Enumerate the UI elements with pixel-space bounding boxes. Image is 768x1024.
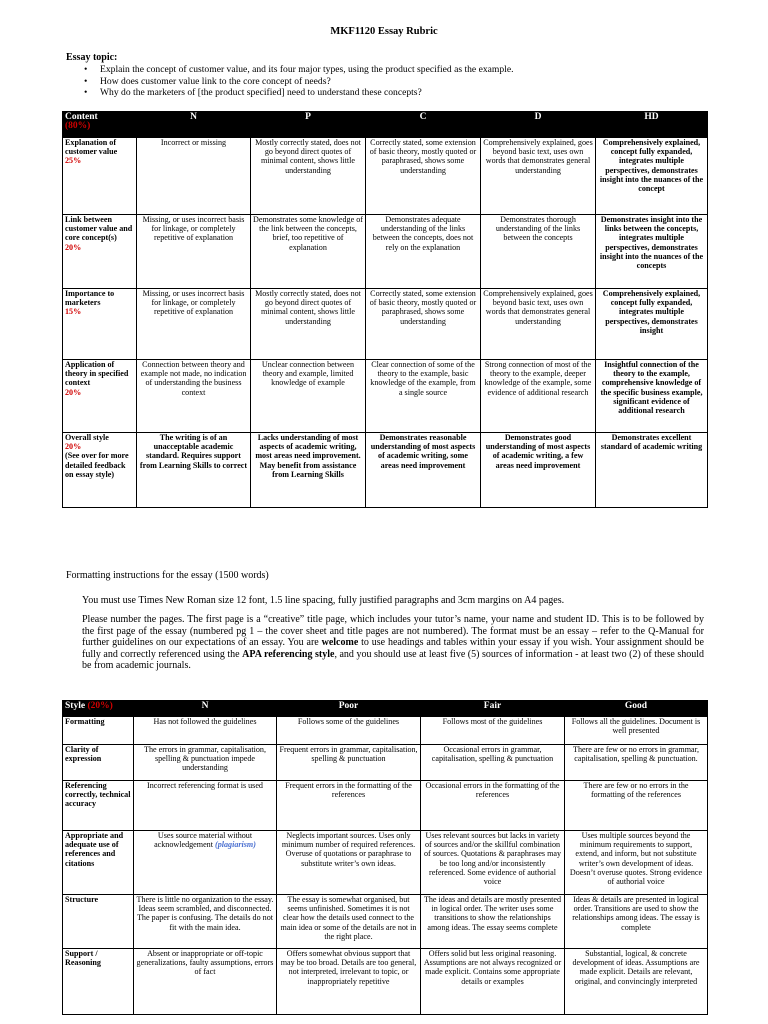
rubric-cell: The writing is of an unacceptable academic standard. Requires support from Learning Skills to correct <box>137 433 251 508</box>
criterion-cell: Overall style 20% (See over for more detailed feedback on essay style) <box>63 433 137 508</box>
rubric-cell: Has not followed the guidelines <box>134 717 277 745</box>
rubric-cell: Correctly stated, some extension of basic theory, mostly quoted or paraphrased, shows some understanding <box>366 289 481 360</box>
rubric-cell: Frequent errors in grammar, capitalisation, spelling & punctuation <box>277 745 421 781</box>
style-header-label: Style (20%) <box>63 701 134 717</box>
rubric-cell: There is little no organization to the essay. Ideas seem scrambled, and disconnected. The paper is confusing. The details do not fit with the main idea. <box>134 895 277 949</box>
emphasis-apa: APA referencing style <box>242 648 335 660</box>
grade-hd-header: HD <box>596 112 708 138</box>
criterion-weight: 20% <box>65 442 82 452</box>
table-row <box>63 138 708 215</box>
style-weight: (20%) <box>87 701 113 711</box>
criterion-cell: Importance to marketers 15% <box>63 289 137 360</box>
table-row <box>63 895 708 949</box>
rubric-cell: Ideas & details are presented in logical order. Transitions are used to show the relationships among ideas. The essay is complete <box>565 895 708 949</box>
rubric-cell: Uses relevant sources but lacks in variety of sources and/or the skillful combination of sources. Quotations & paraphrases may be too long and/or inconsistently referenced. Some evidence of authorial voice <box>421 831 565 895</box>
rubric-cell: Follows some of the guidelines <box>277 717 421 745</box>
rubric-cell: Lacks understanding of most aspects of academic writing, most areas need improvement. May benefit from assistance from Learning Skills <box>251 433 366 508</box>
grade-n-header: N <box>134 701 277 717</box>
rubric-cell: Clear connection of some of the theory to the example, basic knowledge of the example, from a single source <box>366 360 481 433</box>
rubric-cell: Comprehensively explained, concept fully expanded, integrates multiple perspectives, demonstrates insight into the nuances of the concept <box>596 138 708 215</box>
rubric-cell: Demonstrates some knowledge of the link between the concepts, brief, too repetitive of explanation <box>251 215 366 289</box>
rubric-cell: Neglects important sources. Uses only minimum number of required references. Overuse of quotations or paraphrase to substitute writer’s own ideas. <box>277 831 421 895</box>
table-row <box>63 831 708 895</box>
essay-topic-list <box>80 64 513 99</box>
rubric-cell: The ideas and details are mostly presented in logical order. The writer uses some transitions to show the relationships among ideas. The essay seems complete <box>421 895 565 949</box>
grade-good-header: Good <box>565 701 708 717</box>
grade-d-header: D <box>481 112 596 138</box>
rubric-cell: Mostly correctly stated, does not go beyond direct quotes of minimal content, shows little understanding <box>251 289 366 360</box>
rubric-cell: Correctly stated, some extension of basic theory, mostly quoted or paraphrased, shows some understanding <box>366 138 481 215</box>
grade-c-header: C <box>366 112 481 138</box>
essay-topic-item: • Explain the concept of customer value, and its four major types, using the product specified as the example. <box>80 64 513 76</box>
criterion-cell: Link between customer value and core concept(s) 20% <box>63 215 137 289</box>
rubric-cell: Substantial, logical, & concrete development of ideas. Assumptions are made explicit. Details are relevant, original, and convincingly interpreted <box>565 949 708 1015</box>
rubric-cell: Follows all the guidelines. Document is well presented <box>565 717 708 745</box>
content-header-label: Content (80%) <box>63 112 137 138</box>
emphasis-welcome: welcome <box>321 637 359 649</box>
criterion-cell: Clarity of expression <box>63 745 134 781</box>
table-row <box>63 215 708 289</box>
content-rubric-table <box>62 111 708 508</box>
table-row <box>63 949 708 1015</box>
criterion-weight: 20% <box>65 387 82 397</box>
rubric-cell: Uses source material without acknowledgement (plagiarism) <box>134 831 277 895</box>
rubric-cell: Unclear connection between theory and example, limited knowledge of example <box>251 360 366 433</box>
rubric-cell: Occasional errors in grammar, capitalisation, spelling & punctuation <box>421 745 565 781</box>
table-row <box>63 360 708 433</box>
rubric-cell: Missing, or uses incorrect basis for linkage, or completely repetitive of explanation <box>137 215 251 289</box>
formatting-paragraph: You must use Times New Roman size 12 font, 1.5 line spacing, fully justified paragraphs and 3cm margins on A4 pages. <box>82 595 565 606</box>
table-row <box>63 289 708 360</box>
rubric-cell: Demonstrates reasonable understanding of most aspects of academic writing, some areas need improvement <box>366 433 481 508</box>
grade-fair-header: Fair <box>421 701 565 717</box>
rubric-cell: Missing, or uses incorrect basis for linkage, or completely repetitive of explanation <box>137 289 251 360</box>
table-row <box>63 745 708 781</box>
rubric-cell: Offers somewhat obvious support that may be too broad. Details are too general, not interpreted, irrelevant to topic, or inappropriately repetitive <box>277 949 421 1015</box>
rubric-cell: Frequent errors in the formatting of the references <box>277 781 421 831</box>
table-row <box>63 433 708 508</box>
rubric-cell: Absent or inappropriate or off-topic generalizations, faulty assumptions, errors of fact <box>134 949 277 1015</box>
rubric-cell: Demonstrates excellent standard of academic writing <box>596 433 708 508</box>
grade-p-header: P <box>251 112 366 138</box>
rubric-cell: Demonstrates adequate understanding of the links between the concepts, does not rely on the explanation <box>366 215 481 289</box>
document-title: MKF1120 Essay Rubric <box>330 26 438 37</box>
criterion-cell: Appropriate and adequate use of references and citations <box>63 831 134 895</box>
criterion-weight: 25% <box>65 156 82 166</box>
content-header-row <box>63 112 708 138</box>
formatting-paragraph: Please number the pages. The first page is a “creative” title page, which includes your tutor’s name, your name and student ID. This is to be followed by the first page of the essay (numbered pg 1 – the cover sheet and title pages are not numbered). The format must be an essay – refer to the Q-Manual for further guidelines on our expectations of an essay. You are welcome to use headings and tables within your essay if you wish. Your assignment should be fully and correctly referenced using the APA referencing style, and you should use at least five (5) sources of information - at least two (2) of these should be from academic journals. <box>82 614 704 672</box>
rubric-cell: Comprehensively explained, goes beyond basic text, uses own words that demonstrates general understanding <box>481 289 596 360</box>
rubric-cell: Occasional errors in the formatting of the references <box>421 781 565 831</box>
grade-poor-header: Poor <box>277 701 421 717</box>
criterion-weight: 15% <box>65 307 82 317</box>
rubric-cell: Comprehensively explained, goes beyond basic text, uses own words that demonstrates general understanding <box>481 138 596 215</box>
criterion-note: (See over for more detailed feedback on essay style) <box>65 451 129 479</box>
style-header-row <box>63 701 708 717</box>
criterion-cell: Formatting <box>63 717 134 745</box>
criterion-cell: Structure <box>63 895 134 949</box>
rubric-cell: There are few or no errors in grammar, capitalisation, spelling & punctuation. <box>565 745 708 781</box>
style-rubric-table <box>62 700 708 1015</box>
rubric-cell: Demonstrates thorough understanding of the links between the concepts <box>481 215 596 289</box>
plagiarism-note: (plagiarism) <box>215 840 256 850</box>
rubric-cell: The essay is somewhat organised, but seems unfinished. Sometimes it is not clear how the details used connect to the main idea or some of the details are not in the right place. <box>277 895 421 949</box>
rubric-cell: Comprehensively explained, concept fully expanded, integrates multiple perspectives, demonstrates insight <box>596 289 708 360</box>
criterion-cell: Application of theory in specified context 20% <box>63 360 137 433</box>
content-weight: (80%) <box>65 121 91 132</box>
rubric-cell: Uses multiple sources beyond the minimum requirements to support, extend, and inform, but not substitute writer’s own development of ideas. Doesn’t overuse quotes. Strong evidence of authorial voice <box>565 831 708 895</box>
criterion-cell: Explanation of customer value 25% <box>63 138 137 215</box>
essay-topic-label: Essay topic: <box>66 52 118 63</box>
rubric-cell: Incorrect or missing <box>137 138 251 215</box>
rubric-cell: Strong connection of most of the theory to the example, deeper knowledge of the example, some evidence of additional research <box>481 360 596 433</box>
table-row <box>63 717 708 745</box>
rubric-cell: There are few or no errors in the formatting of the references <box>565 781 708 831</box>
essay-topic-item: • Why do the marketers of [the product specified] need to understand these concepts? <box>80 87 513 99</box>
table-row <box>63 781 708 831</box>
rubric-cell: Follows most of the guidelines <box>421 717 565 745</box>
rubric-cell: Incorrect referencing format is used <box>134 781 277 831</box>
rubric-cell: Demonstrates good understanding of most aspects of academic writing, a few areas need improvement <box>481 433 596 508</box>
essay-topic-item: • How does customer value link to the core concept of needs? <box>80 76 513 88</box>
grade-n-header: N <box>137 112 251 138</box>
rubric-cell: Insightful connection of the theory to the example, comprehensive knowledge of the specific business example, significant evidence of additional research <box>596 360 708 433</box>
criterion-cell: Referencing correctly, technical accuracy <box>63 781 134 831</box>
rubric-cell: Connection between theory and example not made, no indication of understanding the business context <box>137 360 251 433</box>
criterion-cell: Support / Reasoning <box>63 949 134 1015</box>
rubric-cell: Offers solid but less original reasoning. Assumptions are not always recognized or made explicit. Contains some appropriate details or examples <box>421 949 565 1015</box>
criterion-weight: 20% <box>65 242 82 252</box>
formatting-heading: Formatting instructions for the essay (1500 words) <box>66 570 269 581</box>
rubric-cell: Mostly correctly stated, does not go beyond direct quotes of minimal content, shows little understanding <box>251 138 366 215</box>
rubric-cell: Demonstrates insight into the links between the concepts, integrates multiple perspectives, demonstrates insight into the nuances of the concepts <box>596 215 708 289</box>
rubric-cell: The errors in grammar, capitalisation, spelling & punctuation impede understanding <box>134 745 277 781</box>
